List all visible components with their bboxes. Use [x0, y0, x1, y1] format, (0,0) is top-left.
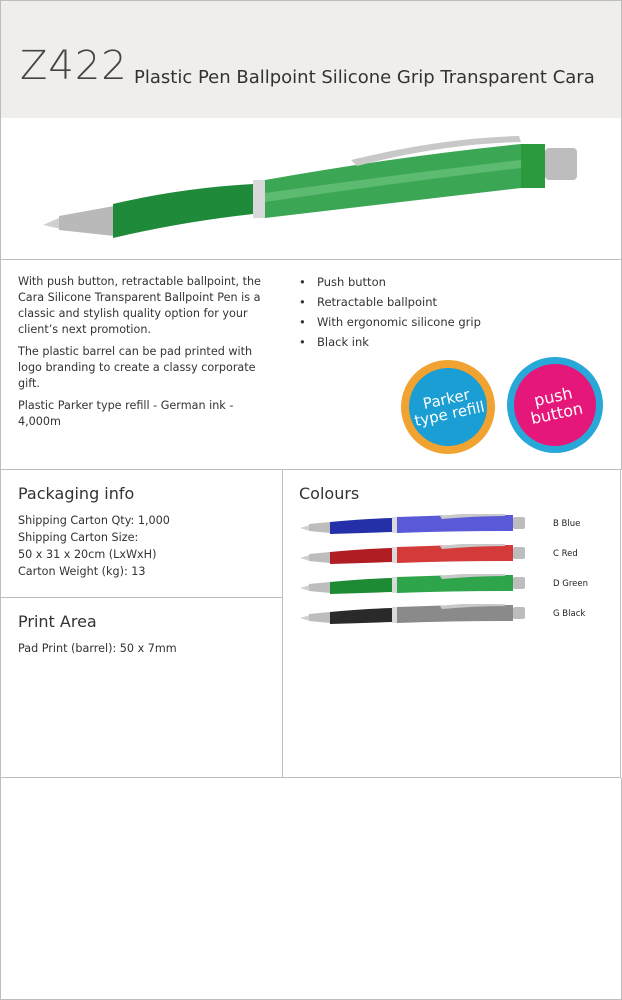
parker-refill-label: Parker type refill: [412, 385, 487, 431]
print-area-section: [0, 598, 283, 778]
pen-tip: [43, 217, 61, 229]
colours-title: Colours: [299, 484, 360, 503]
pen-tip: [300, 555, 310, 561]
packaging-line: Carton Weight (kg): 13: [18, 565, 146, 578]
pen-tip: [300, 585, 310, 591]
pen-tip: [300, 615, 310, 621]
colour-label: B Blue: [553, 519, 581, 529]
footer-blank: [0, 778, 622, 1000]
pen-end: [505, 575, 513, 591]
colour-label: D Green: [553, 579, 588, 589]
pen-grip: [113, 184, 253, 238]
description-paragraph: Plastic Parker type refill - German ink - 4,000m: [18, 399, 234, 428]
packaging-title: Packaging info: [18, 484, 135, 503]
pen-grip: [330, 608, 392, 624]
colour-pen-image: [300, 544, 540, 566]
packaging-section: [0, 470, 283, 598]
feature-list: [299, 272, 481, 352]
pen-end: [505, 605, 513, 621]
pen-grip: [330, 578, 392, 594]
feature-item: • Push button: [299, 272, 481, 292]
pen-end: [505, 515, 513, 531]
pen-ring: [392, 577, 397, 593]
pen-tip: [300, 525, 310, 531]
feature-item: • With ergonomic silicone grip: [299, 312, 481, 332]
feature-item: • Black ink: [299, 332, 481, 352]
pen-cone: [309, 552, 330, 563]
product-code: Z422: [20, 43, 128, 89]
pen-end: [505, 545, 513, 561]
hero-image: [0, 118, 622, 260]
pen-cone: [309, 522, 330, 533]
pen-image: [1, 118, 601, 259]
pen-cone: [309, 582, 330, 593]
header: [0, 0, 622, 119]
description-text: [18, 274, 273, 436]
product-title: Plastic Pen Ballpoint Silicone Grip Transparent Cara: [134, 67, 595, 88]
pen-button: [513, 607, 525, 619]
packaging-line: Shipping Carton Size:: [18, 531, 139, 544]
pen-grip: [330, 518, 392, 534]
colour-pen-image: [300, 514, 540, 536]
colour-variant: [300, 544, 600, 566]
push-button-label: push button: [528, 383, 585, 429]
colour-variant: [300, 604, 600, 626]
description-section: [0, 260, 622, 470]
colours-section: [282, 470, 621, 778]
colour-label: C Red: [553, 549, 578, 559]
pen-button: [513, 517, 525, 529]
colour-label: G Black: [553, 609, 586, 619]
feature-item: • Retractable ballpoint: [299, 292, 481, 312]
colour-pen-image: [300, 604, 540, 626]
description-paragraph: The plastic barrel can be pad printed with logo branding to create a classy corporate gift.: [18, 345, 256, 390]
packaging-line: 50 x 31 x 20cm (LxWxH): [18, 548, 157, 561]
print-area-details: [18, 640, 177, 657]
colour-variant: [300, 514, 600, 536]
pen-grip: [330, 548, 392, 564]
packaging-details: [18, 512, 170, 580]
parker-refill-badge: [401, 360, 495, 454]
colour-variant: [300, 574, 600, 596]
pen-button: [513, 547, 525, 559]
pen-ring: [392, 517, 397, 533]
description-paragraph: With push button, retractable ballpoint, the Cara Silicone Transparent Ballpoint Pen is a classic and stylish quality option for your client’s next promotion.: [18, 275, 261, 336]
print-area-line: Pad Print (barrel): 50 x 7mm: [18, 642, 177, 655]
pen-ring: [392, 547, 397, 563]
push-button-badge: [507, 357, 603, 453]
pen-button: [513, 577, 525, 589]
print-area-title: Print Area: [18, 612, 97, 631]
packaging-line: Shipping Carton Qty: 1,000: [18, 514, 170, 527]
pen-ring: [392, 607, 397, 623]
colour-pen-image: [300, 574, 540, 596]
pen-cone: [309, 612, 330, 623]
